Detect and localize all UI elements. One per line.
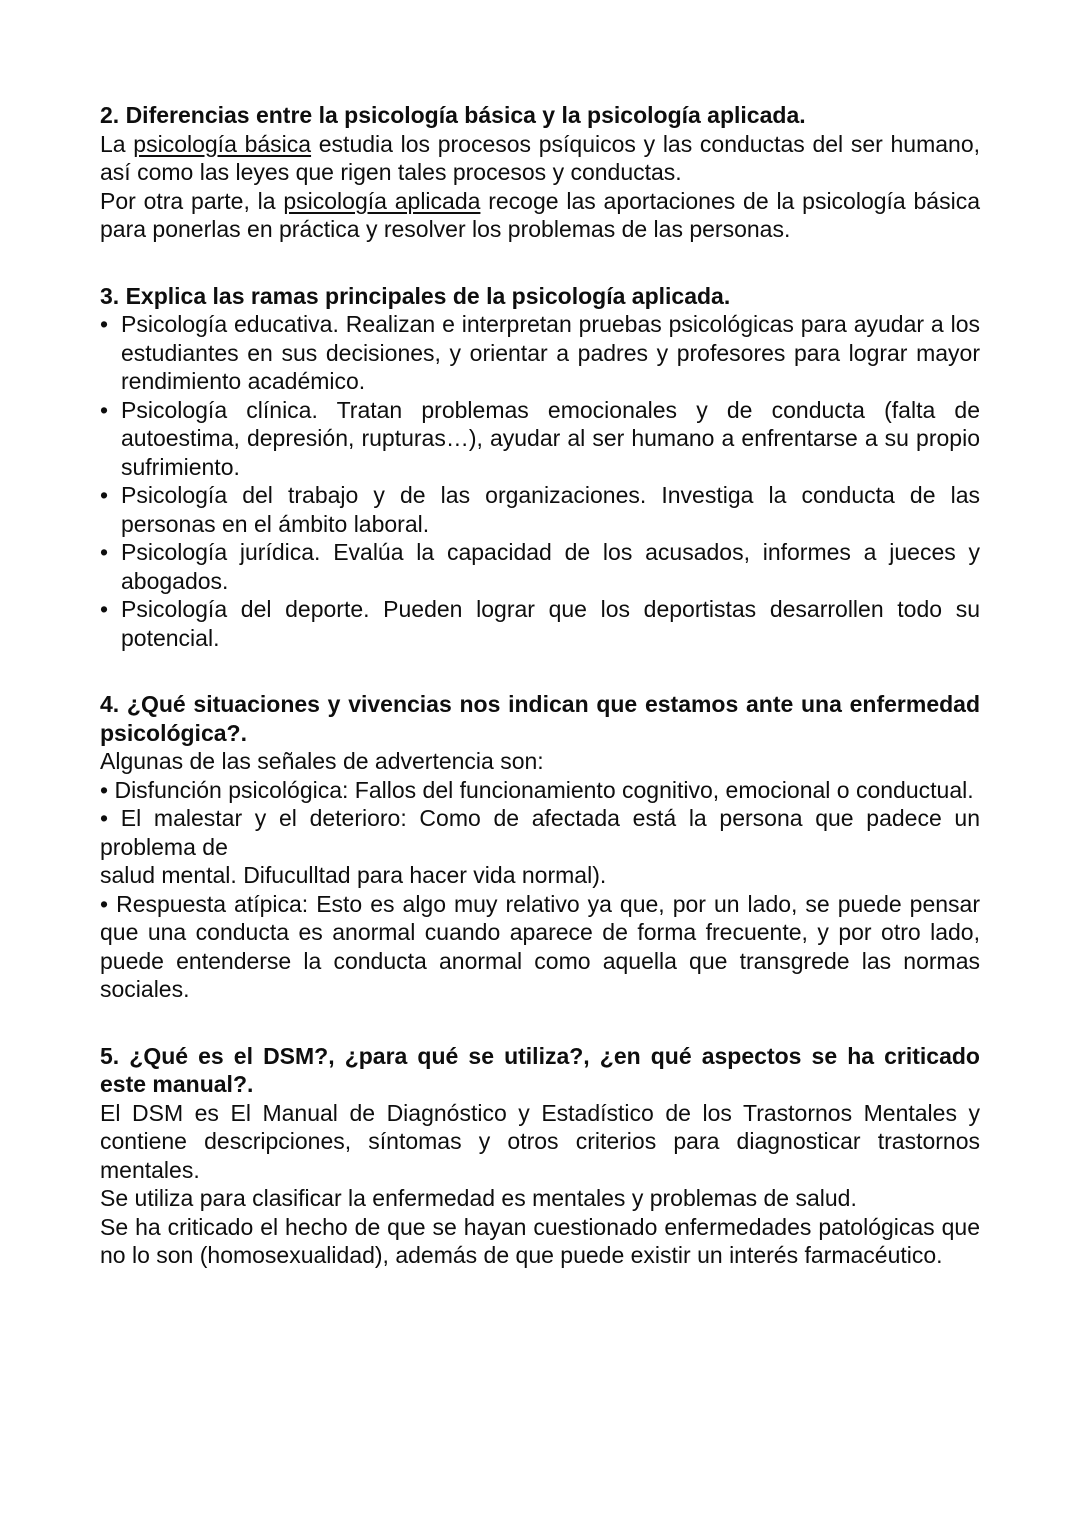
underlined-phrase: psicología básica [133, 130, 312, 157]
q5-paragraph-dsm-criticism: Se ha criticado el hecho de que se hayan cuestionado enfermedades patológicas que no lo son (homosexualidad), además de que puede existir un interés farmacéutico. [100, 1213, 980, 1268]
bullet-text: Respuesta atípica: Esto es algo muy relativo ya que, por un lado, se puede pensar que una conducta es anormal cuando aparece de forma frecuente, y por otro lado, puede entenderse la conducta anormal como aquella que transgrede las normas sociales. [100, 890, 981, 1002]
list-item-text: Psicología del deporte. Pueden lograr que los deportistas desarrollen todo su potencial. [121, 596, 980, 651]
question-4-heading: 4. ¿Qué situaciones y vivencias nos indican que estamos ante una enfermedad psicológica?. [100, 691, 980, 746]
question-5-heading: 5. ¿Qué es el DSM?, ¿para qué se utiliza?, ¿en qué aspectos se ha criticado este manual?. [100, 1042, 980, 1097]
section-question-2 [100, 101, 980, 244]
q4-bullet-dysfunction [100, 776, 980, 805]
q2-paragraph-basic-psychology [100, 130, 980, 187]
q5-paragraph-dsm-use: Se utiliza para clasificar la enfermedad es mentales y problemas de salud. [100, 1185, 857, 1211]
list-item-educational-psychology [100, 310, 980, 396]
q5-paragraph-dsm-definition: El DSM es El Manual de Diagnóstico y Estadístico de los Trastornos Mentales y contiene descripciones, síntomas y otros criterios para diagnosticar trastornos mentales. [100, 1099, 980, 1183]
q2-paragraph-applied-psychology [100, 187, 980, 244]
list-item-clinical-psychology [100, 396, 980, 482]
bullet-icon: • [100, 776, 109, 803]
bullet-icon: • [100, 890, 109, 917]
q4-intro-paragraph: Algunas de las señales de advertencia son: [100, 748, 544, 774]
list-item-work-psychology [100, 481, 980, 538]
text-run: recoge las aportaciones de la psicología básica para ponerlas en práctica y resolver los problemas de las personas. [100, 187, 981, 242]
underlined-phrase: psicología aplicada [283, 187, 481, 214]
q4-bullet-atypical-response [100, 890, 980, 1004]
section-question-5 [100, 1042, 980, 1270]
q4-bullet-distress [100, 804, 980, 861]
bullet-icon: • [100, 539, 109, 565]
bullet-icon: • [100, 311, 109, 337]
list-item-legal-psychology [100, 538, 980, 595]
bullet-icon: • [100, 596, 109, 622]
text-run: La [100, 130, 134, 157]
text-run: Por otra parte, la [100, 187, 284, 214]
list-item-sport-psychology [100, 595, 980, 652]
list-item-text: Psicología del trabajo y de las organizaciones. Investiga la conducta de las personas en el ámbito laboral. [121, 482, 980, 537]
list-item-text: Psicología educativa. Realizan e interpretan pruebas psicológicas para ayudar a los estudiantes en sus decisiones, y orientar a padres y profesores para lograr mayor rendimiento académico. [121, 311, 980, 394]
bullet-icon: • [100, 805, 109, 831]
section-question-4 [100, 690, 980, 1004]
list-item-text: Psicología jurídica. Evalúa la capacidad de los acusados, informes a jueces y abogados. [121, 539, 980, 594]
applied-psychology-branches-list [100, 310, 980, 652]
section-question-3 [100, 282, 980, 653]
bullet-icon: • [100, 396, 109, 423]
bullet-text: El malestar y el deterioro: Como de afectada está la persona que padece un problema de [100, 805, 981, 860]
text-run: estudia los procesos psíquicos y las conductas del ser humano, así como las leyes que rigen tales procesos y conductas. [100, 130, 981, 185]
bullet-text: Disfunción psicológica: Fallos del funcionamiento cognitivo, emocional o conductual. [114, 776, 974, 803]
list-item-text: Psicología clínica. Tratan problemas emocionales y de conducta (falta de autoestima, depresión, rupturas…), ayudar al ser humano a enfrentarse a su propio sufrimiento. [121, 396, 980, 480]
q4-paragraph-mental-health: salud mental. Difuculltad para hacer vida normal). [100, 862, 607, 888]
bullet-icon: • [100, 482, 109, 508]
question-2-heading: 2. Diferencias entre la psicología básica y la psicología aplicada. [100, 102, 806, 128]
question-3-heading: 3. Explica las ramas principales de la psicología aplicada. [100, 282, 731, 309]
